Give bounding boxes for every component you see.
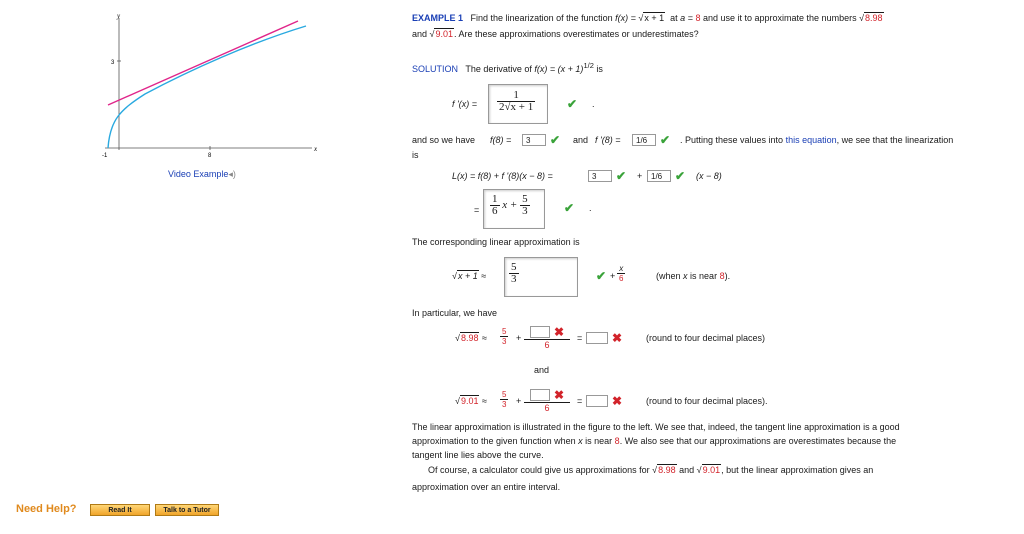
approx-x-fraction [617, 264, 625, 283]
lx-frac1-num: 1 [492, 193, 498, 205]
example-and: and [412, 29, 428, 39]
conclusion-num1: 8.98 [658, 465, 676, 475]
tangent-line [108, 21, 298, 105]
conclusion-x: x [578, 436, 583, 446]
example-line-2: and √9.01. Are these approximations overestimates or underestimates? [412, 29, 699, 39]
x-mark-icon: ✖ [612, 394, 623, 408]
x-axis-label: x [314, 145, 318, 153]
row2-six: 6 [544, 403, 550, 413]
row2-five: 5 [502, 390, 507, 399]
row1-approx: ≈ [482, 333, 487, 343]
example-sqrt-arg: x + 1 [644, 13, 665, 23]
check-icon: ✔ [564, 201, 575, 215]
video-example-label: Video Example [168, 169, 229, 179]
example-line-1: EXAMPLE 1 Find the linearization of the function f(x) = √x + 1 at a = 8 and use it to approximate the numbers √8.98 [412, 13, 883, 23]
approx-when-val: 8 [719, 271, 725, 281]
conclusion-line-5: approximation over an entire interval. [412, 482, 561, 492]
example-a-eq: a = [680, 13, 693, 23]
conclusion-num2: 9.01 [702, 465, 721, 475]
conclusion-line-1: The linear approximation is illustrated in the figure to the left. We see that, indeed, the tangent line approximation is a good [412, 422, 900, 432]
lx-input-1[interactable]: 3 [588, 170, 612, 182]
values-putting-line [680, 134, 953, 146]
conclusion-calc-text: Of course, a calculator could give us approximations for [428, 465, 650, 475]
lx-answer-box[interactable] [483, 189, 545, 229]
approx-x-num: x [617, 264, 625, 274]
row1-three: 3 [502, 337, 507, 346]
check-icon: ✔ [616, 169, 627, 183]
tick-label-3: 3 [111, 60, 115, 66]
fprime-num: 1 [497, 90, 535, 102]
values-conclude: , we see that the linearization [836, 135, 954, 145]
example-at: at [670, 13, 678, 23]
conclusion-calc-end: , but the linear approximation gives an [721, 465, 874, 475]
tick-label-neg1: -1 [102, 153, 108, 159]
row2-result-input[interactable] [586, 395, 608, 407]
check-icon: ✔ [567, 97, 578, 111]
check-icon: ✔ [660, 133, 671, 147]
row1-num-slot [524, 325, 570, 340]
conclusion-line-2 [412, 435, 896, 447]
this-equation-link[interactable]: this equation [785, 135, 837, 145]
fprime-answer-box[interactable] [488, 84, 548, 124]
y-axis-label: y [117, 12, 121, 20]
lx-xplus: x + [502, 199, 518, 212]
row2-fraction [524, 388, 570, 414]
lx-answer [490, 194, 530, 217]
solution-line [412, 60, 603, 75]
approx-num: 5 [511, 261, 517, 273]
lx-tail: (x − 8) [696, 171, 722, 181]
approx-plus: + [610, 271, 616, 281]
row2-arg: 9.01 [460, 396, 479, 406]
row1-six: 6 [544, 340, 550, 350]
need-help-label: Need Help? [16, 503, 77, 515]
row2-round: (round to four decimal places). [646, 396, 768, 406]
row2-lhs: √9.01 ≈ [455, 396, 487, 406]
row1-lhs: √8.98 ≈ [455, 333, 487, 343]
solution-is: is [596, 64, 603, 74]
row1-five-thirds [500, 327, 508, 346]
lx-frac1-den: 6 [492, 205, 498, 217]
lx-dot: . [589, 203, 592, 213]
approx-when-line [656, 270, 730, 282]
solution-fx: f(x) = (x + 1) [534, 64, 584, 74]
x-mark-icon: ✖ [554, 325, 565, 339]
approx-when: (when [656, 271, 681, 281]
approx-x-den: 6 [619, 274, 624, 283]
fp8-input[interactable]: 1/6 [632, 134, 656, 146]
solution-text: The derivative of [465, 64, 532, 74]
example-question: . Are these approximations overestimates or underestimates? [454, 29, 699, 39]
row2-plus: + [516, 396, 522, 406]
values-f8-label: f(8) = [490, 135, 512, 145]
approx-when-mid: is near [690, 271, 718, 281]
row1-result-input[interactable] [586, 332, 608, 344]
row2-num-slot [524, 388, 570, 403]
row1-plus: + [516, 333, 522, 343]
conclusion-val: 8 [614, 436, 620, 446]
conclusion-text-b: is near [585, 436, 613, 446]
lx-eq: = [474, 205, 480, 215]
values-and: and [573, 135, 589, 145]
lx-frac1 [490, 194, 500, 217]
values-is: is [412, 150, 419, 160]
row1-numerator-input[interactable] [530, 326, 550, 338]
lx-frac2 [520, 194, 530, 217]
solution-exp: 1/2 [583, 61, 594, 70]
row2-numerator-input[interactable] [530, 389, 550, 401]
lx-input-2[interactable]: 1/6 [647, 170, 671, 182]
solution-label: SOLUTION [412, 64, 459, 74]
row1-eq: = [577, 333, 583, 343]
lx-plus: + [637, 171, 643, 181]
approx-answer-box[interactable] [504, 257, 578, 297]
tick-label-8: 8 [208, 153, 212, 159]
example-num1: 8.98 [865, 13, 883, 23]
row1-five: 5 [502, 327, 507, 336]
row2-three: 3 [502, 400, 507, 409]
fprime-label: f '(x) = [452, 99, 477, 109]
lx-frac2-num: 5 [522, 193, 528, 205]
fprime-fraction [497, 90, 535, 113]
values-fp8-label: f '(8) = [595, 135, 621, 145]
approx-den: 3 [511, 273, 517, 285]
values-putting: . Putting these values into [680, 135, 784, 145]
row2-approx: ≈ [482, 396, 487, 406]
row2-eq: = [577, 396, 583, 406]
example-use-text: and use it to approximate the numbers [702, 13, 857, 23]
example-intro: Find the linearization of the function [470, 13, 613, 23]
approx-text: The corresponding linear approximation is [412, 237, 580, 247]
approx-when-end: ). [724, 271, 731, 281]
conclusion-and: and [679, 465, 695, 475]
talk-to-tutor-button[interactable]: Talk to a Tutor [155, 504, 219, 516]
check-icon: ✔ [596, 269, 607, 283]
read-it-button[interactable]: Read It [90, 504, 150, 516]
video-example-link[interactable] [168, 168, 236, 180]
approx-lhs-line: √x + 1 ≈ [452, 271, 487, 281]
check-icon: ✔ [550, 133, 561, 147]
row1-arg: 8.98 [460, 333, 479, 343]
conclusion-line-4: Of course, a calculator could give us approximations for √8.98 and √9.01, but the linear approximation gives an [428, 465, 874, 475]
x-mark-icon: ✖ [554, 388, 565, 402]
example-title: EXAMPLE 1 [412, 13, 464, 23]
example-num2: 9.01 [435, 29, 454, 39]
conclusion-text-a: approximation to the given function when [412, 436, 576, 446]
approx-lhs: x + 1 [457, 271, 478, 281]
speaker-icon: ◂) [228, 169, 236, 179]
fprime-dot: . [592, 99, 595, 109]
lx-frac2-den: 3 [522, 205, 528, 217]
f8-input[interactable]: 3 [522, 134, 546, 146]
values-and-so: and so we have [412, 135, 476, 145]
particular-text: In particular, we have [412, 308, 498, 318]
particular-and: and [534, 365, 550, 375]
lx-expression: L(x) = f(8) + f '(8)(x − 8) = [452, 171, 553, 181]
example-fx: f(x) = [615, 13, 636, 23]
row1-fraction [524, 325, 570, 351]
approx-when-x: x [683, 271, 688, 281]
approx-symbol: ≈ [481, 271, 487, 281]
row2-five-thirds [500, 390, 508, 409]
conclusion-line-3: tangent line lies above the curve. [412, 450, 544, 460]
conclusion-text-c: . We also see that our approximations are overestimates because the [619, 436, 897, 446]
x-mark-icon: ✖ [612, 331, 623, 345]
example-a-val: 8 [695, 13, 701, 23]
fprime-den: 2√x + 1 [499, 101, 534, 113]
sqrt-curve [108, 26, 306, 148]
linearization-graph [100, 10, 325, 170]
check-icon: ✔ [675, 169, 686, 183]
approx-fraction [509, 262, 519, 285]
row1-round: (round to four decimal places) [646, 333, 766, 343]
